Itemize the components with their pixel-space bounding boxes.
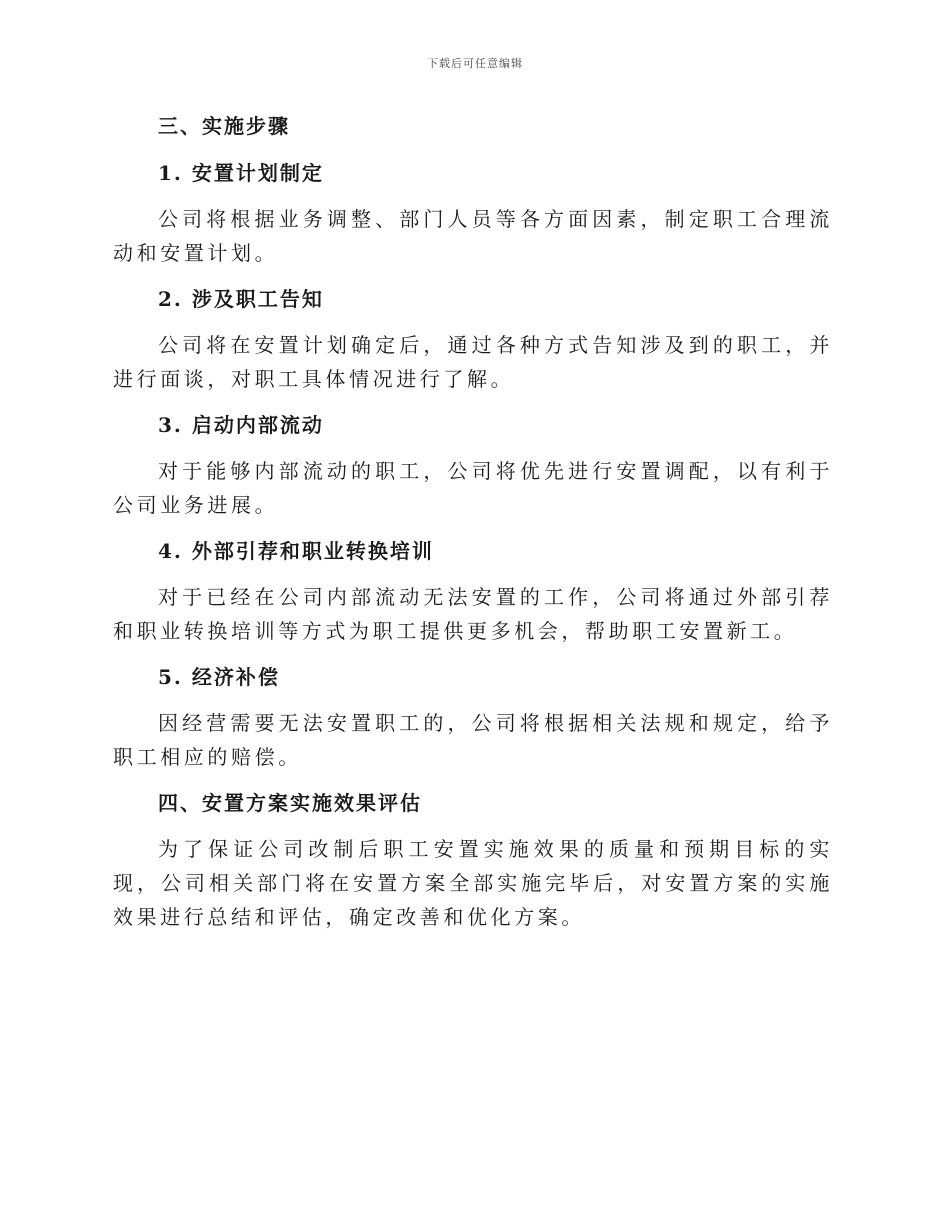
page-header: 下载后可任意编辑 [427, 57, 523, 70]
step-heading-employee-notice: 2. 涉及职工告知 [158, 287, 324, 311]
section-paragraph-evaluation: 为了保证公司改制后职工安置实施效果的质量和预期目标的实现，公司相关部门将在安置方案全部实施完毕后，对安置方案的实施效果进行总结和评估，确定改善和优化方案。 [113, 837, 833, 929]
document-body [113, 110, 833, 934]
step-paragraph-external-referral: 对于已经在公司内部流动无法安置的工作，公司将通过外部引荐和职业转换培训等方式为职工提供更多机会，帮助职工安置新工。 [113, 585, 833, 643]
step-heading-placement-plan: 1. 安置计划制定 [158, 161, 324, 185]
step-paragraph-compensation: 因经营需要无法安置职工的，公司将根据相关法规和规定，给予职工相应的赔偿。 [113, 711, 833, 769]
section-heading-implementation-steps: 三、实施步骤 [158, 114, 290, 138]
step-heading-compensation: 5. 经济补偿 [158, 665, 280, 689]
step-heading-internal-mobility: 3. 启动内部流动 [158, 413, 324, 437]
section-heading-evaluation: 四、安置方案实施效果评估 [158, 791, 422, 815]
step-paragraph-internal-mobility: 对于能够内部流动的职工，公司将优先进行安置调配，以有利于公司业务进展。 [113, 459, 833, 517]
step-heading-external-referral: 4. 外部引荐和职业转换培训 [158, 539, 434, 563]
step-paragraph-employee-notice: 公司将在安置计划确定后，通过各种方式告知涉及到的职工，并进行面谈，对职工具体情况进行了解。 [113, 333, 833, 391]
step-paragraph-placement-plan: 公司将根据业务调整、部门人员等各方面因素，制定职工合理流动和安置计划。 [113, 207, 833, 265]
